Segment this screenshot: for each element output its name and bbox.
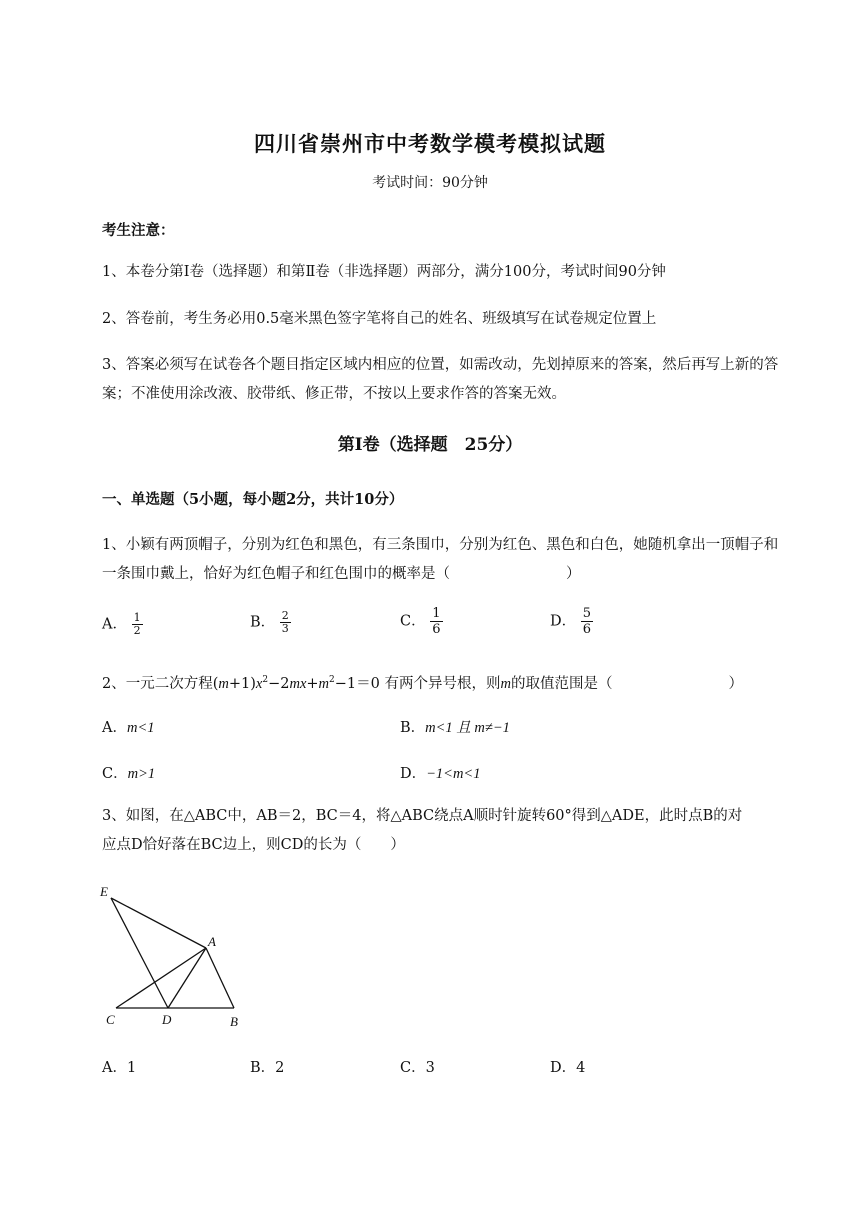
q3-option-b[interactable]: B．2 (250, 1060, 285, 1076)
exam-time: 考试时间：90分钟 (372, 175, 488, 191)
label-d: D (162, 1012, 172, 1027)
q1-option-d[interactable]: D． $\frac{5}{6}$ (550, 606, 592, 637)
label-c: C (106, 1012, 115, 1027)
question-3-line-2: 应点D恰好落在BC边上，则CD的长为（ ） (102, 837, 405, 853)
q3-option-c[interactable]: C．3 (400, 1060, 435, 1076)
q1-option-a[interactable]: A． $\frac{1}{2}$ (102, 611, 141, 637)
notice-item-3: 3、答案必须写在试卷各个题目指定区域内相应的位置，如需改动，先划掉原来的答案，然后再写上新的答案；不准使用涂改液、胶带纸、修正带，不按以上要求作答的答案无效。 (102, 357, 779, 402)
question-3-line-1: 3、如图，在△ABC中，AB＝2，BC＝4，将△ABC绕点A顺时针旋转60°得到△ADE，此时点B的对 (102, 808, 743, 824)
segment-ca (116, 948, 206, 1008)
segment-ea (111, 898, 206, 948)
triangle-figure (96, 878, 256, 1028)
q3-option-a[interactable]: A．1 (102, 1060, 137, 1076)
label-b: B (230, 1014, 238, 1028)
q2-option-d[interactable]: D．−1<m<1 (400, 766, 481, 782)
q1-option-c[interactable]: C． $\frac{1}{6}$ (400, 606, 441, 637)
section-title: 第Ⅰ卷（选择题 25分） (337, 435, 523, 455)
segment-ab (206, 948, 234, 1008)
segment-ed (111, 898, 168, 1008)
question-2-text: 2、一元二次方程$(m+1)x^2-2mx+m^2-1=0$ 有两个异号根，则m的取值范围是（ ） (102, 675, 743, 692)
notice-item-2: 2、答卷前，考生务必用0.5毫米黑色签字笔将自己的姓名、班级填写在试卷规定位置上 (102, 311, 657, 327)
q3-option-d[interactable]: D．4 (550, 1060, 586, 1076)
q2-option-b[interactable]: B．m<1 且 m≠−1 (400, 720, 510, 736)
label-a: A (208, 934, 216, 949)
q1-option-b[interactable]: B． $\frac{2}{3}$ (250, 609, 289, 635)
notice-item-1: 1、本卷分第Ⅰ卷（选择题）和第Ⅱ卷（非选择题）两部分，满分100分，考试时间90分钟 (102, 264, 666, 280)
q2-option-a[interactable]: A．m<1 (102, 720, 155, 736)
label-e: E (100, 884, 108, 899)
q2-option-c[interactable]: C．m>1 (102, 766, 156, 782)
notice-heading: 考生注意： (102, 222, 175, 239)
question-1-text: 1、小颖有两顶帽子，分别为红色和黑色，有三条围巾，分别为红色、黑色和白色，她随机拿出一顶帽子和一条围巾戴上，恰好为红色帽子和红色围巾的概率是（ ） (102, 537, 779, 582)
part-title: 一、单选题（5小题，每小题2分，共计10分） (102, 491, 404, 508)
segment-da (168, 948, 206, 1008)
page-title: 四川省崇州市中考数学模考模拟试题 (254, 131, 606, 156)
